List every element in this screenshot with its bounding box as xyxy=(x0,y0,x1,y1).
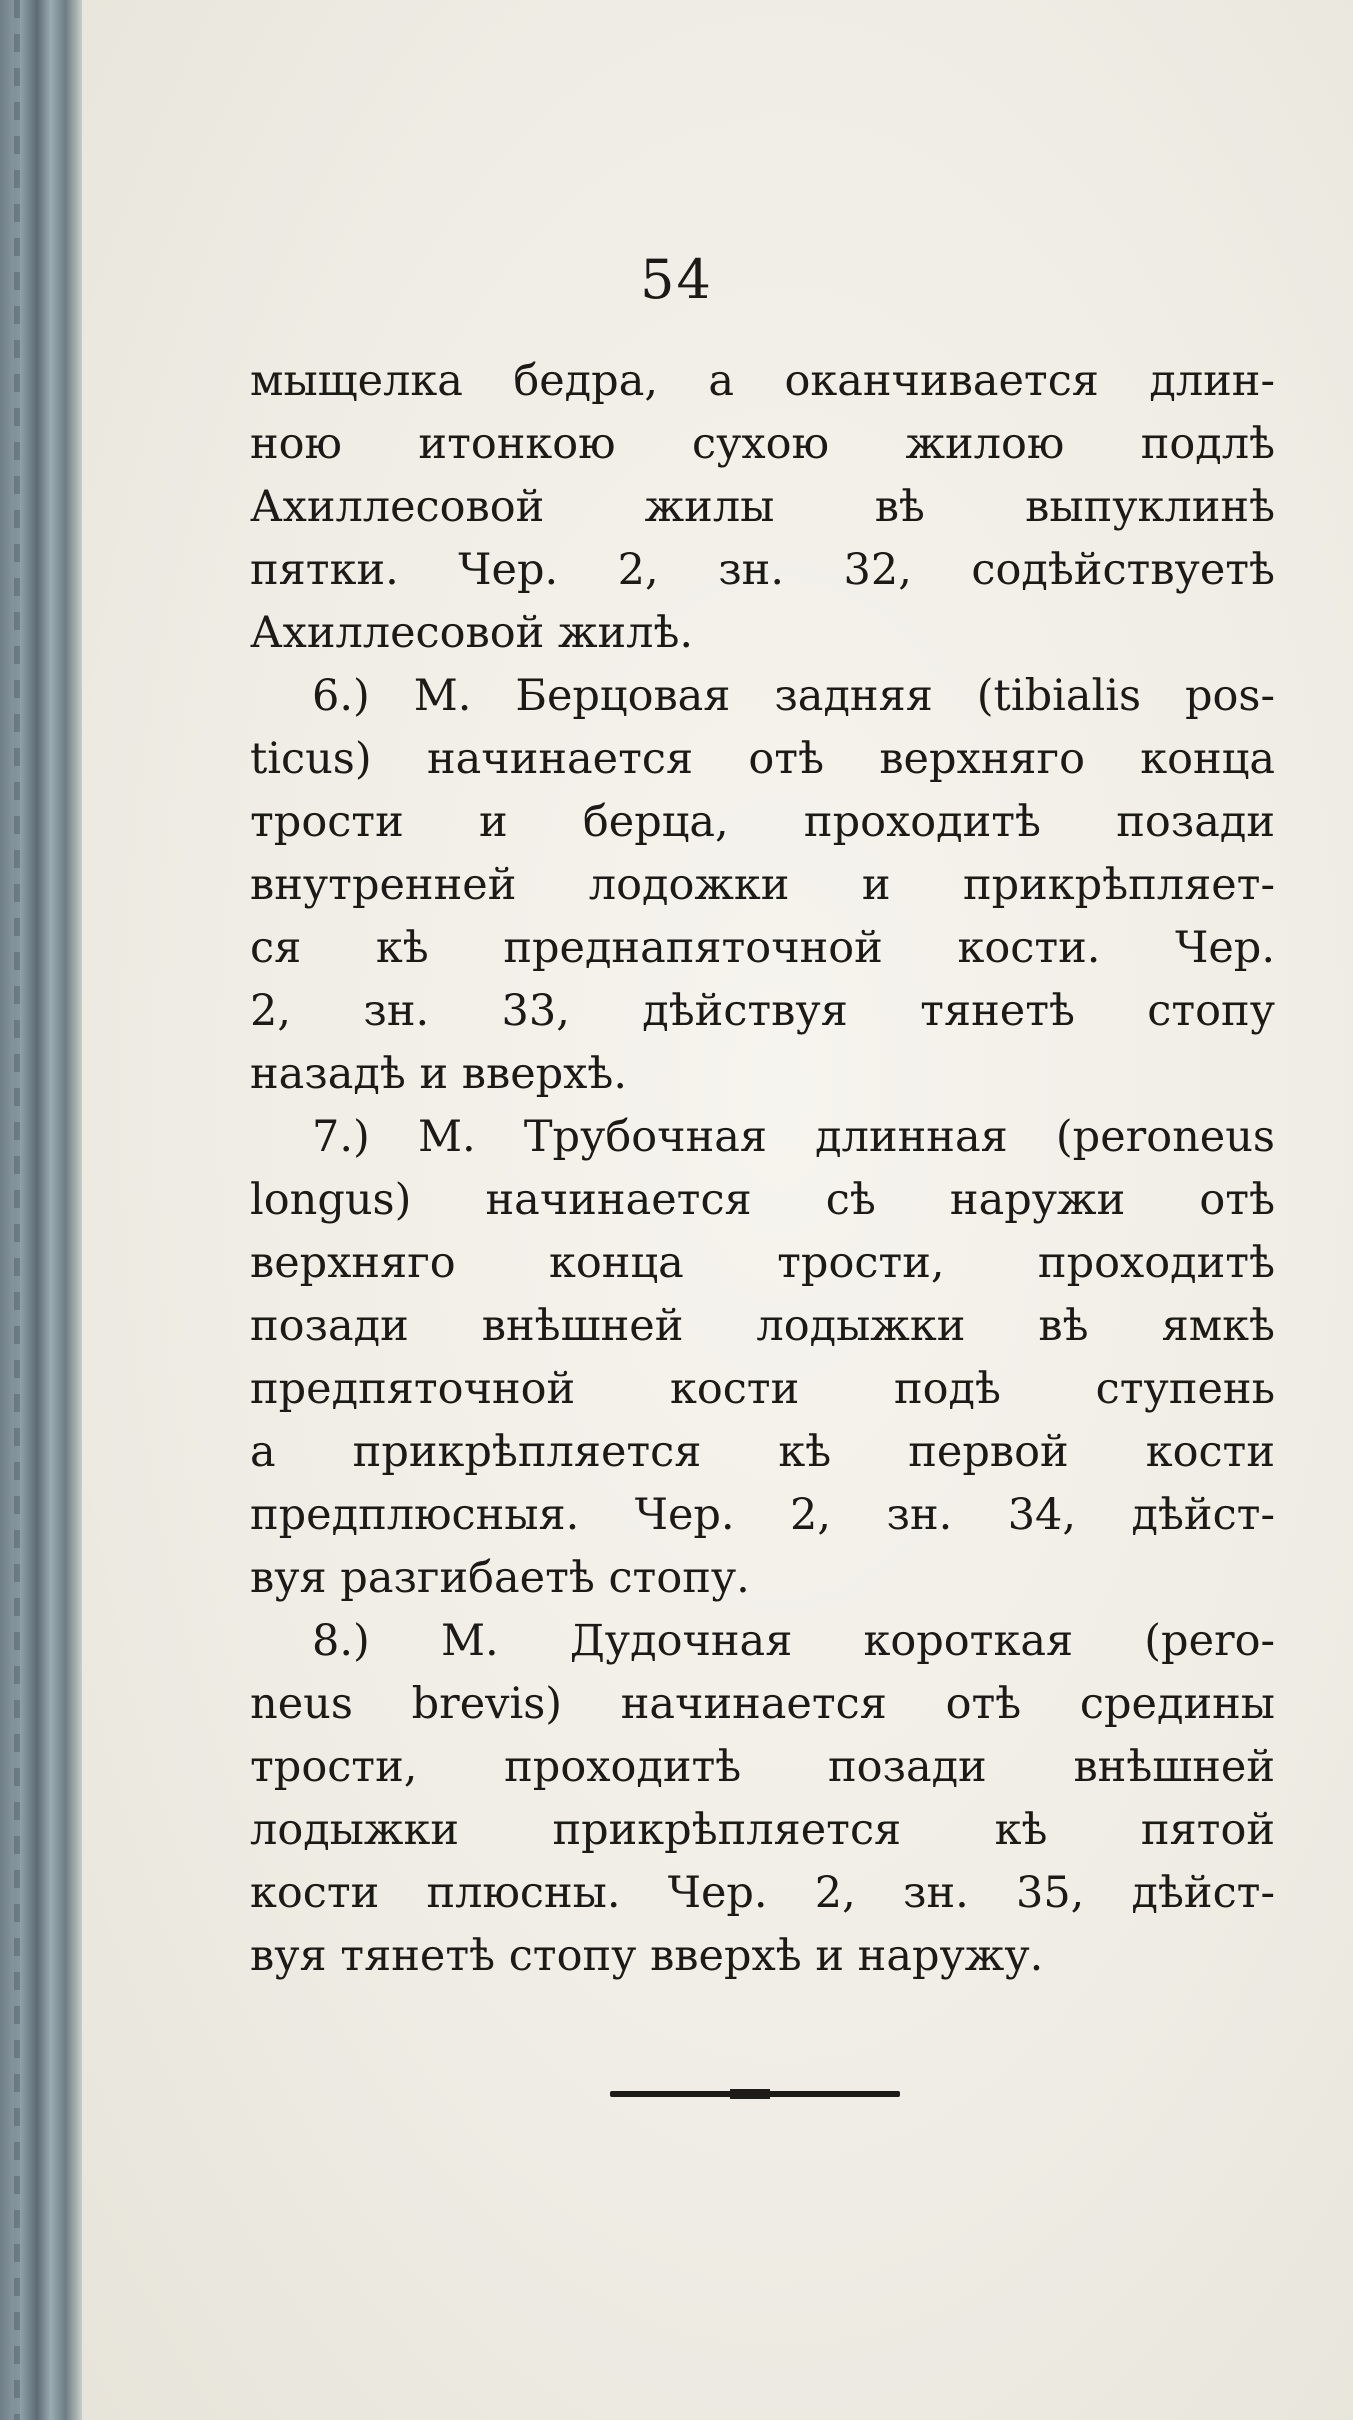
text-line: вуя разгибаетѣ стопу. xyxy=(250,1553,750,1603)
text-line: трости, проходитѣ позади внѣшней xyxy=(250,1742,1275,1792)
text-line: 8.) М. Дудочная короткая (pero- xyxy=(312,1616,1275,1666)
text-line: назадѣ и вверхѣ. xyxy=(250,1049,628,1099)
book-page-edge xyxy=(0,0,82,2420)
text-line: 6.) М. Берцовая задняя (tibialis pos- xyxy=(312,671,1275,721)
paragraph-2 xyxy=(250,665,1275,1106)
text-line: ticus) начинается отѣ верхняго конца xyxy=(250,734,1275,784)
text-line: Ахиллесовой жилы вѣ выпуклинѣ xyxy=(250,482,1275,532)
text-line: трости и берца, проходитѣ позади xyxy=(250,797,1275,847)
text-line: лодыжки прикрѣпляется кѣ пятой xyxy=(250,1805,1275,1855)
section-end-rule xyxy=(610,2091,900,2097)
text-line: ся кѣ преднапяточной кости. Чер. xyxy=(250,923,1275,973)
text-line: предпяточной кости подѣ ступень xyxy=(250,1364,1275,1414)
text-line: внутренней лодожки и прикрѣпляет- xyxy=(250,860,1275,910)
text-line: а прикрѣпляется кѣ первой кости xyxy=(250,1427,1275,1477)
text-line: 7.) М. Трубочная длинная (peroneus xyxy=(312,1112,1275,1162)
text-line: ною итонкою сухою жилою подлѣ xyxy=(250,419,1275,469)
text-line: пятки. Чер. 2, зн. 32, содѣйствуетѣ xyxy=(250,545,1275,595)
text-line: верхняго конца трости, проходитѣ xyxy=(250,1238,1275,1288)
text-line: предплюсныя. Чер. 2, зн. 34, дѣйст- xyxy=(250,1490,1275,1540)
text-line: позади внѣшней лодыжки вѣ ямкѣ xyxy=(250,1301,1275,1351)
paragraph-1 xyxy=(250,350,1275,665)
text-block xyxy=(250,350,1275,1988)
text-line: 2, зн. 33, дѣйствуя тянетѣ стопу xyxy=(250,986,1275,1036)
text-line: мыщелка бедра, а оканчивается длин- xyxy=(250,356,1275,406)
text-line: longus) начинается сѣ наружи отѣ xyxy=(250,1175,1275,1225)
text-line: neus brevis) начинается отѣ средины xyxy=(250,1679,1275,1729)
page-number: 54 xyxy=(640,248,713,311)
text-line: Ахиллесовой жилѣ. xyxy=(250,608,694,658)
text-line: вуя тянетѣ стопу вверхѣ и наружу. xyxy=(250,1931,1044,1981)
text-line: кости плюсны. Чер. 2, зн. 35, дѣйст- xyxy=(250,1868,1275,1918)
paragraph-4 xyxy=(250,1610,1275,1988)
paragraph-3 xyxy=(250,1106,1275,1610)
